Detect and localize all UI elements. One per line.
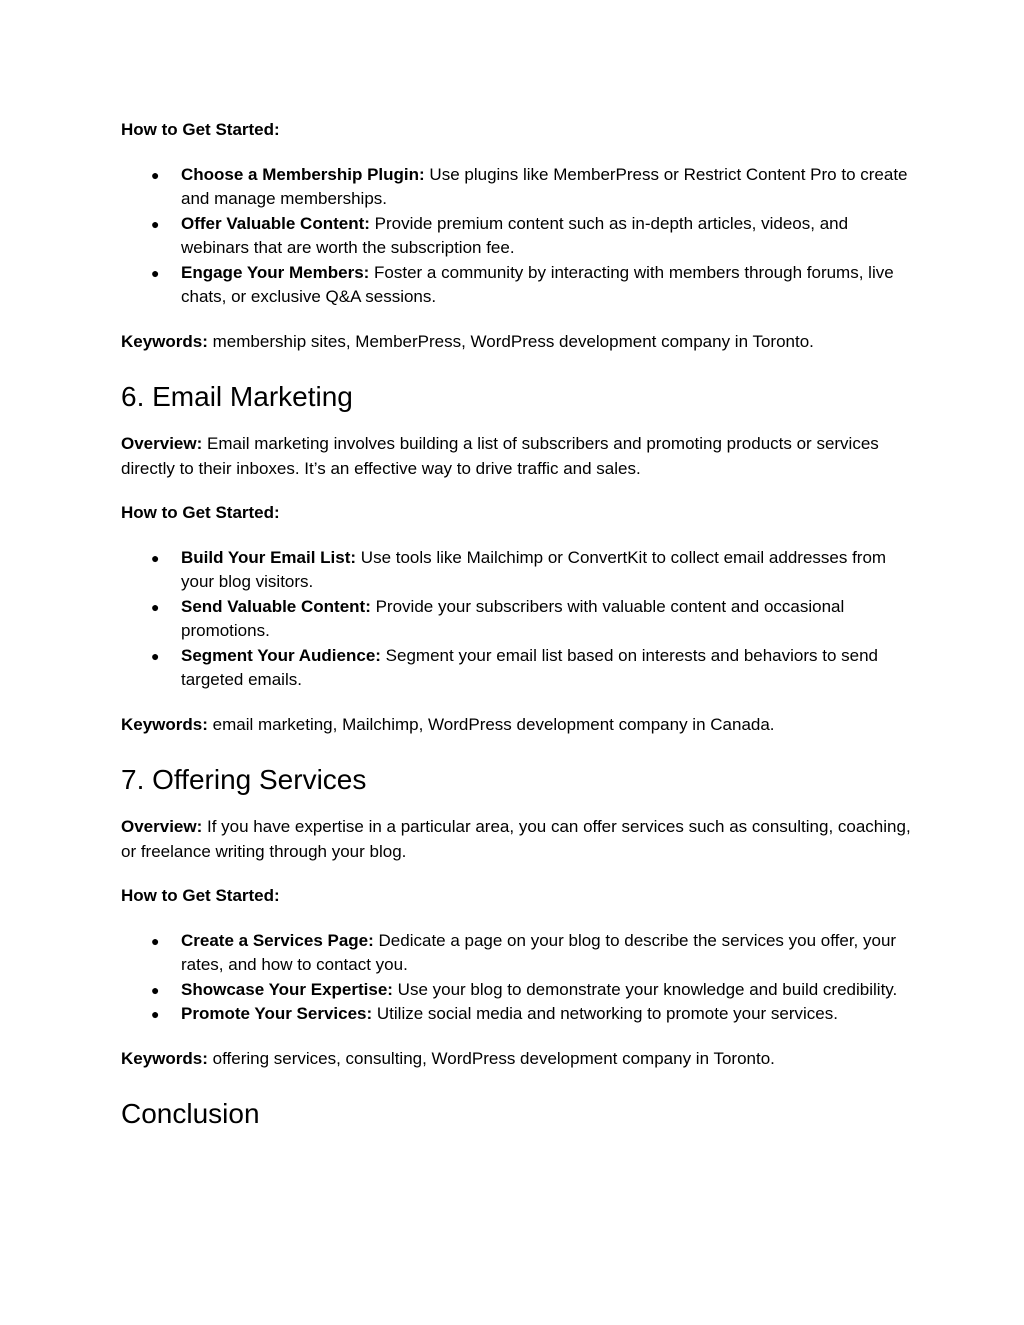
bullet-title: Create a Services Page: [181,930,374,950]
list-item [121,1002,911,1027]
keywords-text: offering services, consulting, WordPress development company in Toronto. [207,1048,775,1068]
how-to-get-started-label: How to Get Started: [121,886,280,905]
bullet-icon: ● [151,166,160,183]
bullet-icon: ● [151,981,160,998]
overview-label: Overview: [121,817,203,836]
section-heading-offering-services: 7. Offering Services [121,764,367,795]
list-item [121,595,911,644]
bullet-title: Choose a Membership Plugin: [181,164,425,184]
bullet-icon: ● [151,264,160,281]
keywords-paragraph [121,1047,911,1072]
section-heading-email-marketing: 6. Email Marketing [121,381,353,412]
list-item [121,212,911,261]
overview-paragraph [121,815,911,864]
bullet-icon: ● [151,598,160,615]
list-item [121,261,911,310]
bullet-title: Showcase Your Expertise: [181,979,393,999]
bullet-title: Promote Your Services: [181,1004,373,1023]
list-item [121,644,911,693]
bullet-text: Utilize social media and networking to promote your services. [372,1004,838,1023]
bullet-text: Provide premium content such as in-depth articles, videos, and webinars that are worth the subscription fee. [181,213,849,257]
bullet-text: Segment your email list based on interests and behaviors to send targeted emails. [181,645,879,689]
list-item [121,546,911,595]
keywords-label: Keywords: [121,1048,208,1068]
bullet-list [121,546,911,693]
bullet-text: Use plugins like MemberPress or Restrict Content Pro to create and manage memberships. [181,164,908,208]
bullet-title: Segment Your Audience: [181,645,381,665]
bullet-icon: ● [151,932,160,949]
bullet-text: Foster a community by interacting with members through forums, live chats, or exclusive Q&A sessions. [181,262,894,306]
bullet-title: Engage Your Members: [181,262,370,282]
how-to-get-started-label: How to Get Started: [121,120,280,139]
keywords-text: email marketing, Mailchimp, WordPress development company in Canada. [207,714,775,734]
overview-label: Overview: [121,434,203,453]
bullet-text: Provide your subscribers with valuable content and occasional promotions. [181,596,845,640]
bullet-title: Offer Valuable Content: [181,213,370,233]
bullet-list [121,163,911,310]
bullet-text: Dedicate a page on your blog to describe the services you offer, your rates, and how to contact you. [181,930,897,974]
bullet-icon: ● [151,549,160,566]
keywords-paragraph [121,330,911,355]
how-to-get-started-label: How to Get Started: [121,503,280,522]
overview-text: Email marketing involves building a list of subscribers and promoting products or services directly to their inboxes. It’s an effective way to drive traffic and sales. [121,434,879,478]
keywords-label: Keywords: [121,331,208,351]
bullet-list [121,929,911,1027]
bullet-title: Build Your Email List: [181,547,357,567]
bullet-icon: ● [151,215,160,232]
bullet-text: Use tools like Mailchimp or ConvertKit to collect email addresses from your blog visitors. [181,547,887,591]
overview-text: If you have expertise in a particular area, you can offer services such as consulting, coaching, or freelance writing through your blog. [121,817,911,861]
bullet-icon: ● [151,1006,160,1022]
bullet-icon: ● [151,647,160,664]
document-page [121,118,911,1131]
list-item [121,978,911,1003]
keywords-text: membership sites, MemberPress, WordPress development company in Toronto. [207,331,814,351]
bullet-title: Send Valuable Content: [181,596,371,616]
list-item [121,929,911,978]
overview-paragraph [121,432,911,481]
keywords-label: Keywords: [121,714,208,734]
bullet-text: Use your blog to demonstrate your knowledge and build credibility. [392,979,898,999]
keywords-paragraph [121,713,911,738]
section-heading-conclusion: Conclusion [121,1098,260,1129]
list-item [121,163,911,212]
